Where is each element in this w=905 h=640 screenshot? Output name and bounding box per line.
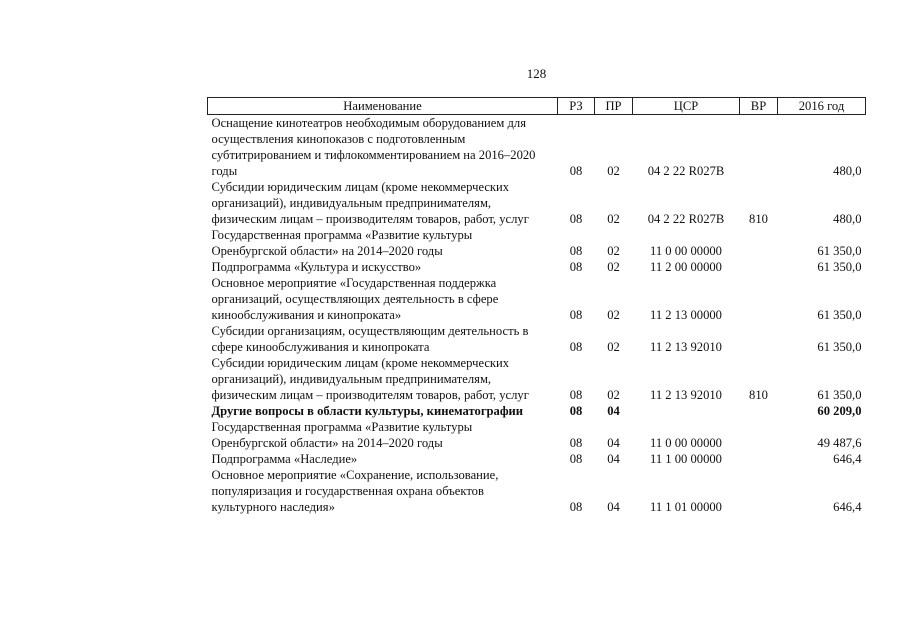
row-csr: 11 0 00 00000 bbox=[650, 244, 722, 258]
header-csr: ЦСР bbox=[633, 98, 740, 115]
row-name-line: субтитрированием и тифлокомментированием на 2016–2020 bbox=[211, 148, 536, 162]
row-amount: 61 350,0 bbox=[817, 244, 862, 258]
row-amount: 60 209,0 bbox=[817, 404, 862, 418]
row-amount: 61 350,0 bbox=[817, 340, 862, 354]
row-csr: 11 2 13 00000 bbox=[650, 308, 722, 322]
row-name bbox=[208, 419, 558, 451]
row-pr: 04 bbox=[607, 500, 620, 514]
row-vr bbox=[740, 323, 778, 355]
table-row bbox=[208, 227, 866, 259]
header-pr: ПР bbox=[595, 98, 633, 115]
header-rz: РЗ bbox=[558, 98, 595, 115]
budget-table bbox=[207, 97, 866, 515]
row-pr: 02 bbox=[607, 388, 620, 402]
row-pr: 04 bbox=[607, 436, 620, 450]
row-vr bbox=[740, 451, 778, 467]
row-pr: 04 bbox=[607, 404, 620, 418]
row-pr: 02 bbox=[607, 164, 620, 178]
row-vr bbox=[740, 275, 778, 323]
row-vr bbox=[740, 467, 778, 515]
row-rz: 08 bbox=[569, 404, 583, 418]
row-pr: 02 bbox=[607, 244, 620, 258]
row-rz: 08 bbox=[569, 164, 583, 178]
row-name-line: физическим лицам – производителям товаров, работ, услуг bbox=[211, 212, 529, 226]
row-amount: 646,4 bbox=[833, 500, 862, 514]
row-name bbox=[208, 179, 558, 227]
row-vr: 810 bbox=[749, 388, 768, 402]
row-amount: 49 487,6 bbox=[817, 436, 862, 450]
row-pr: 02 bbox=[607, 308, 620, 322]
row-csr bbox=[633, 403, 740, 419]
table-row bbox=[208, 451, 866, 467]
row-pr: 02 bbox=[607, 260, 620, 274]
row-rz: 08 bbox=[569, 244, 583, 258]
row-name bbox=[208, 355, 558, 403]
row-name-line: физическим лицам – производителям товаров, работ, услуг bbox=[211, 388, 529, 402]
row-csr: 11 0 00 00000 bbox=[650, 436, 722, 450]
row-name-line: Субсидии организациям, осуществляющим деятельность в bbox=[211, 324, 529, 338]
row-amount: 61 350,0 bbox=[817, 260, 862, 274]
row-name bbox=[208, 467, 558, 515]
row-name-line: сфере кинообслуживания и кинопроката bbox=[211, 340, 430, 354]
row-amount: 61 350,0 bbox=[817, 308, 862, 322]
row-rz: 08 bbox=[569, 436, 583, 450]
row-pr: 02 bbox=[607, 212, 620, 226]
row-name-line: Государственная программа «Развитие культуры bbox=[211, 420, 473, 434]
row-name-line: культурного наследия» bbox=[211, 500, 335, 514]
row-amount: 61 350,0 bbox=[817, 388, 862, 402]
row-name-line: Подпрограмма «Культура и искусство» bbox=[211, 260, 422, 274]
table-row bbox=[208, 467, 866, 515]
row-name bbox=[208, 451, 558, 467]
row-name-line: Основное мероприятие «Государственная поддержка bbox=[211, 276, 497, 290]
row-name-line: годы bbox=[211, 164, 238, 178]
row-name bbox=[208, 227, 558, 259]
table-body bbox=[208, 115, 866, 516]
row-name-line: организаций, осуществляющих деятельность в сфере bbox=[211, 292, 499, 306]
row-name-line: Подпрограмма «Наследие» bbox=[211, 452, 358, 466]
table-row bbox=[208, 275, 866, 323]
row-name-line: Субсидии юридическим лицам (кроме некоммерческих bbox=[211, 180, 510, 194]
row-name-line: Основное мероприятие «Сохранение, использование, bbox=[211, 468, 499, 482]
table-row bbox=[208, 355, 866, 403]
table-row bbox=[208, 179, 866, 227]
row-rz: 08 bbox=[569, 452, 583, 466]
row-rz: 08 bbox=[569, 388, 583, 402]
page-number: 128 bbox=[526, 66, 547, 81]
row-name-line: кинообслуживания и кинопроката» bbox=[211, 308, 402, 322]
row-rz: 08 bbox=[569, 212, 583, 226]
row-vr bbox=[740, 115, 778, 180]
row-csr: 11 2 13 92010 bbox=[650, 388, 722, 402]
row-name-line: организаций), индивидуальным предпринимателям, bbox=[211, 196, 492, 210]
row-csr: 04 2 22 R027B bbox=[647, 164, 725, 178]
row-csr: 11 2 13 92010 bbox=[650, 340, 722, 354]
row-name-line: Другие вопросы в области культуры, кинематографии bbox=[211, 404, 524, 418]
table-row bbox=[208, 419, 866, 451]
row-vr: 810 bbox=[749, 212, 768, 226]
row-name-line: Оснащение кинотеатров необходимым оборудованием для bbox=[211, 116, 526, 130]
row-name bbox=[208, 403, 558, 419]
row-rz: 08 bbox=[569, 340, 583, 354]
header-year: 2016 год bbox=[778, 98, 866, 115]
row-pr: 02 bbox=[607, 340, 620, 354]
row-name-line: популяризация и государственная охрана объектов bbox=[211, 484, 484, 498]
row-csr: 11 1 00 00000 bbox=[650, 452, 722, 466]
row-name-line: Субсидии юридическим лицам (кроме некоммерческих bbox=[211, 356, 510, 370]
row-name bbox=[208, 275, 558, 323]
header-row bbox=[208, 98, 866, 115]
row-csr: 04 2 22 R027B bbox=[647, 212, 725, 226]
row-name-line: Оренбургской области» на 2014–2020 годы bbox=[211, 436, 443, 450]
table-row bbox=[208, 403, 866, 419]
row-vr bbox=[740, 227, 778, 259]
header-vr: ВР bbox=[740, 98, 778, 115]
row-name-line: Государственная программа «Развитие культуры bbox=[211, 228, 473, 242]
row-name-line: Оренбургской области» на 2014–2020 годы bbox=[211, 244, 443, 258]
table-row bbox=[208, 323, 866, 355]
row-name bbox=[208, 323, 558, 355]
row-name-line: организаций), индивидуальным предпринимателям, bbox=[211, 372, 492, 386]
row-name-line: осуществления кинопоказов с подготовленным bbox=[211, 132, 466, 146]
row-amount: 480,0 bbox=[833, 212, 862, 226]
row-rz: 08 bbox=[569, 260, 583, 274]
row-name bbox=[208, 259, 558, 275]
table-row bbox=[208, 259, 866, 275]
row-name bbox=[208, 115, 558, 180]
row-rz: 08 bbox=[569, 308, 583, 322]
row-amount: 646,4 bbox=[833, 452, 862, 466]
row-vr bbox=[740, 403, 778, 419]
row-vr bbox=[740, 259, 778, 275]
row-amount: 480,0 bbox=[833, 164, 862, 178]
row-rz: 08 bbox=[569, 500, 583, 514]
row-vr bbox=[740, 419, 778, 451]
header-name: Наименование bbox=[208, 98, 558, 115]
table-row bbox=[208, 115, 866, 180]
row-csr: 11 2 00 00000 bbox=[650, 260, 722, 274]
row-pr: 04 bbox=[607, 452, 620, 466]
table-header bbox=[208, 98, 866, 115]
row-csr: 11 1 01 00000 bbox=[650, 500, 722, 514]
